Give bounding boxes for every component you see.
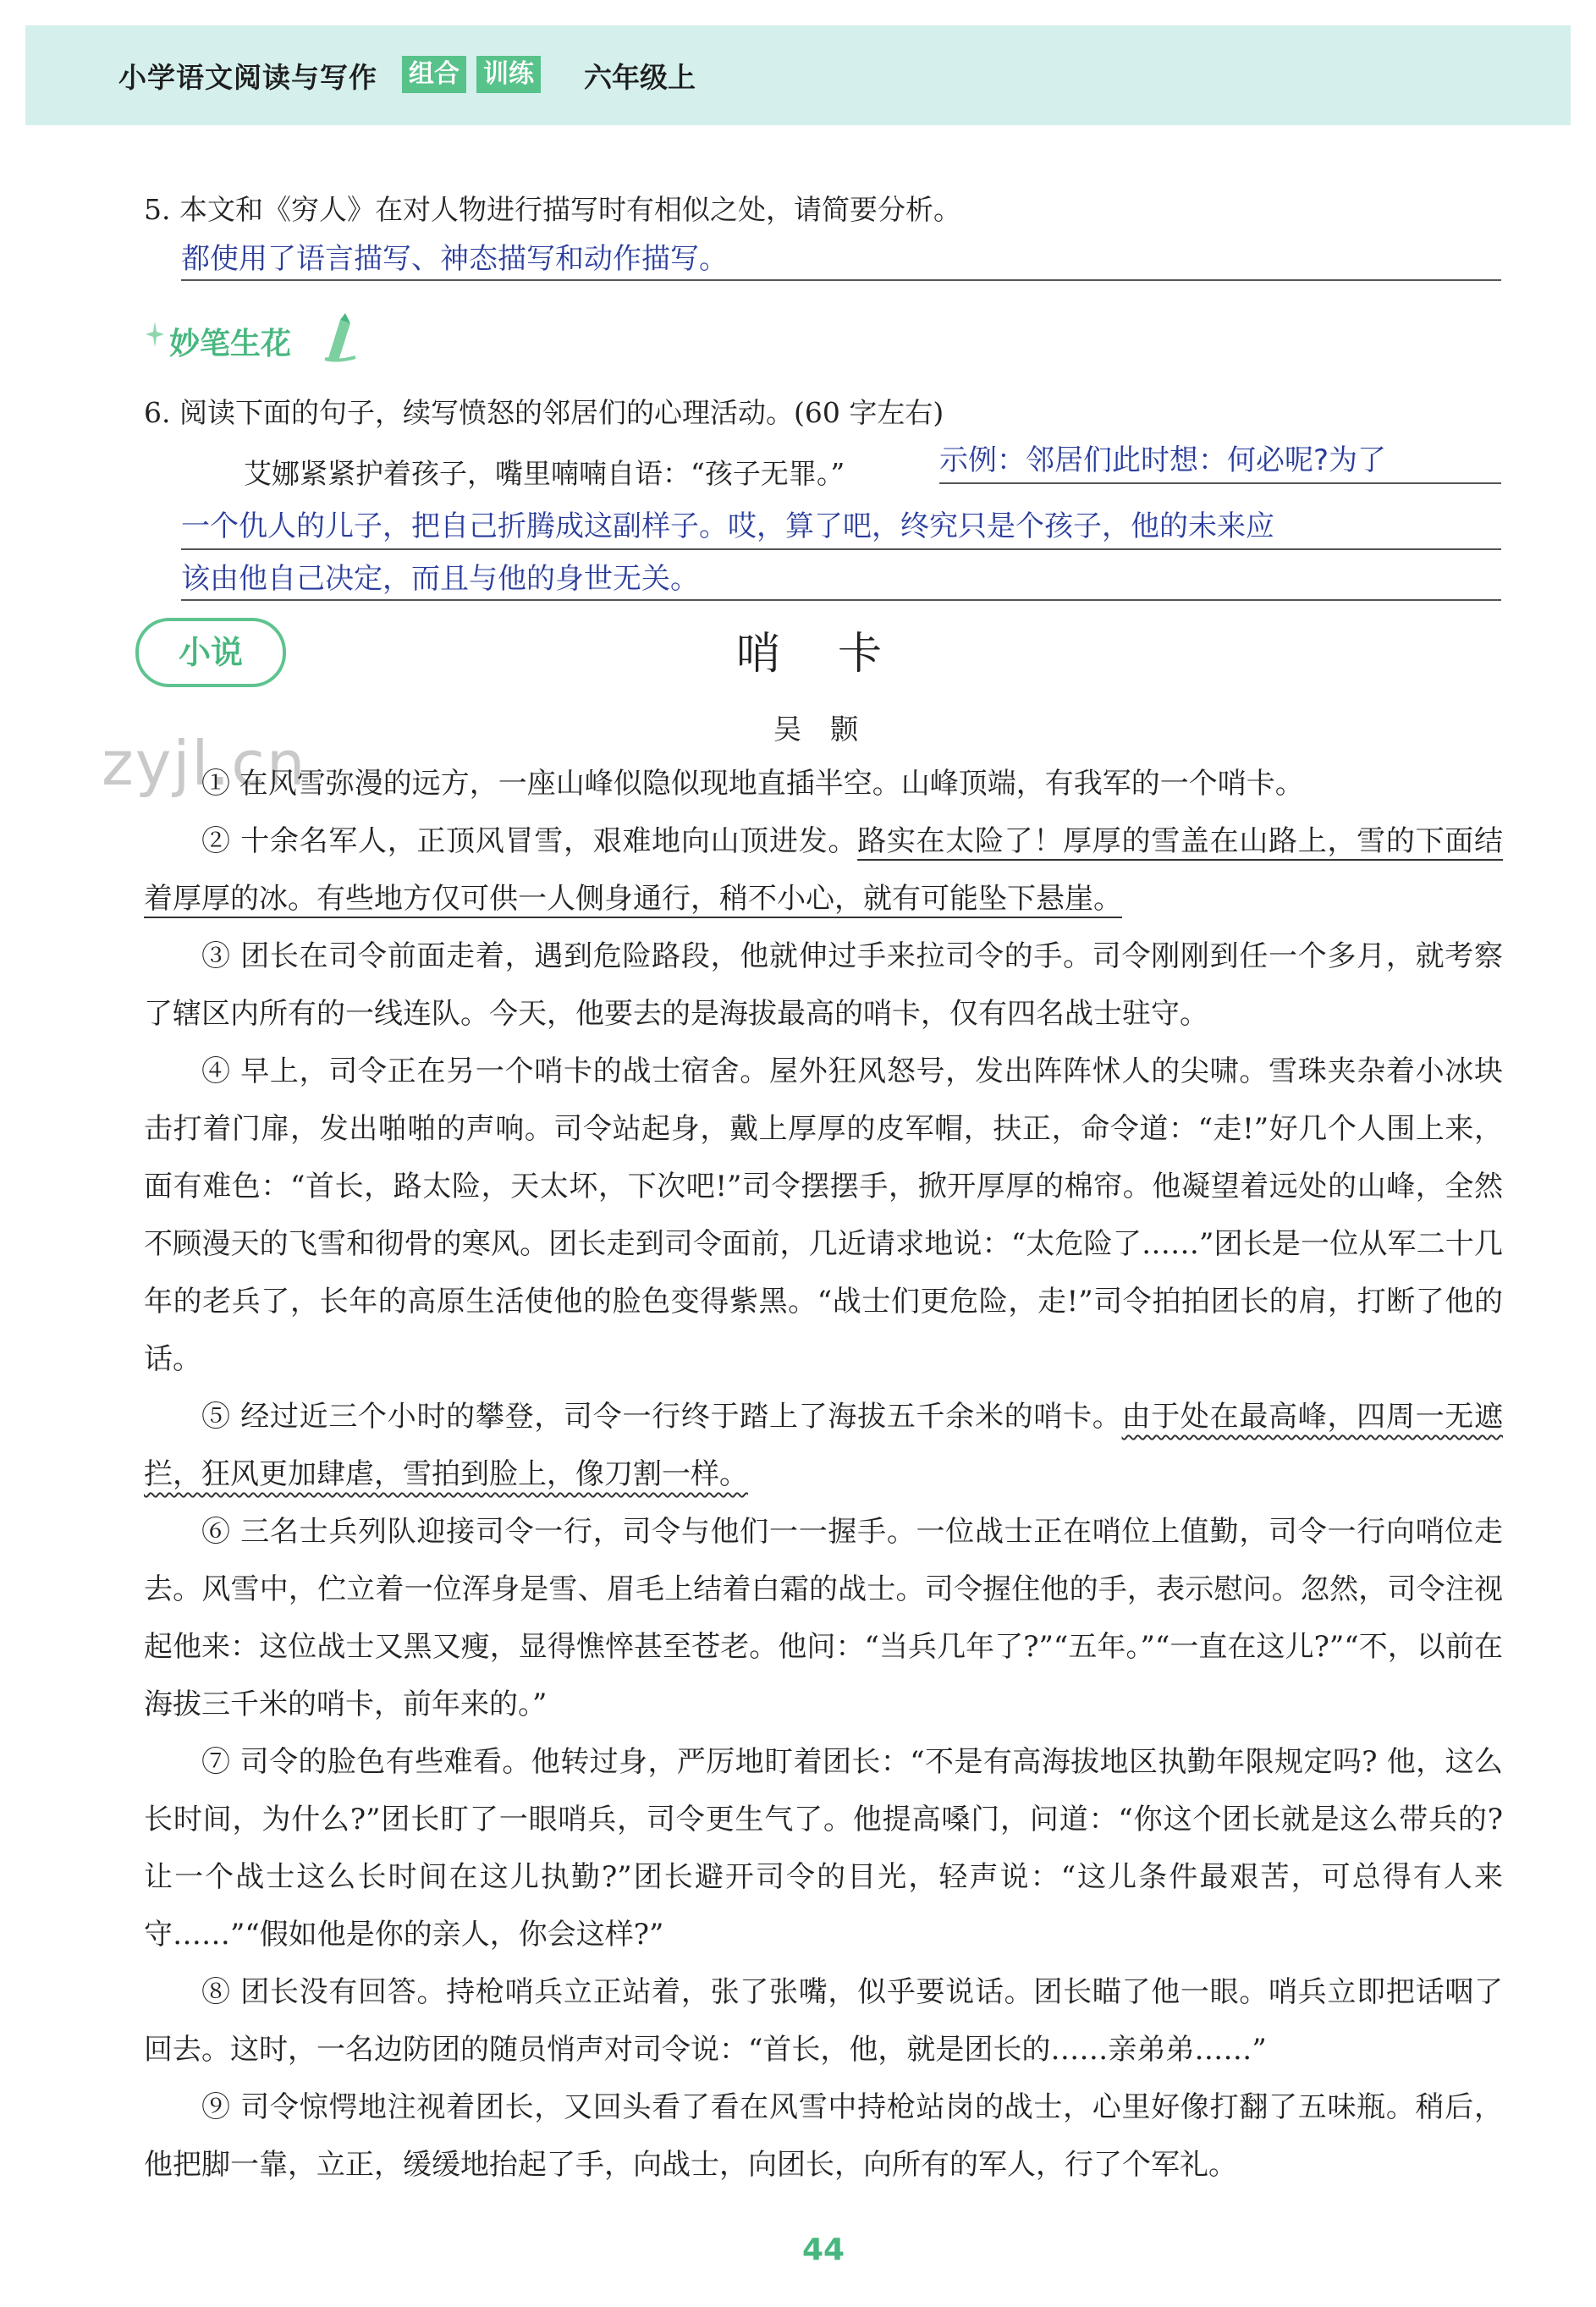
answer-6-line1: 示例：邻居们此时想：何必呢?为了 — [939, 443, 1387, 477]
grade-label: 六年级上 — [584, 61, 696, 94]
paragraph-1: ① 在风雪弥漫的远方，一座山峰似隐似现地直插半空。山峰顶端，有我军的一个哨卡。 — [201, 767, 1304, 801]
paragraph-3: ③ 团长在司令前面走着，遇到危险路段，他就伸过手来拉司令的手。司令刚刚到任一个多月，就考察了辖区内所有的一线连队。今天，他要去的是海拔最高的哨卡，仅有四名战士驻守。 — [144, 939, 1503, 1031]
paragraph-7: ⑦ 司令的脸色有些难看。他转过身，严厉地盯着团长：“不是有高海拔地区执勤年限规定吗? 他，这么长时间，为什么?”团长盯了一眼哨兵，司令更生气了。他提高嗓门，问道：“你这个团长就是这么带兵的? 让一个战士这么长时间在这儿执勤?”团长避开司令的目光，轻声说：“这儿条件最艰苦，可总得有人来守……”“假如他是你的亲人，你会这样?” — [144, 1745, 1503, 1952]
answer-line — [181, 599, 1501, 601]
paragraph-9: ⑨ 司令惊愕地注视着团长，又回头看了看在风雪中持枪站岗的战士，心里好像打翻了五味瓶。稍后，他把脚一靠，立正，缓缓地抬起了手，向战士，向团长，向所有的军人，行了个军礼。 — [144, 2090, 1503, 2182]
paragraph-5-wavy-underlined: 由于处在最高峰，四周一无遮拦，狂风更加肆虐，雪拍到脸上，像刀割一样。 — [144, 1400, 1504, 1491]
story-author: 吴颢 — [773, 713, 887, 746]
section-writing-title: 妙笔生花 — [169, 327, 292, 361]
section-novel-badge: 小说 — [135, 618, 286, 687]
paragraph-2-text: ② 十余名军人，正顶风冒雪，艰难地向山顶进发。 — [201, 824, 858, 858]
paragraph-2-underlined: 路实在太险了！厚厚的雪盖在山路上，雪的下面结着厚厚的冰。有些地方仅可供一人侧身通行，稍不小心，就有可能坠下悬崖。 — [144, 824, 1503, 916]
question-5: 5. 本文和《穷人》在对人物进行描写时有相似之处，请简要分析。 — [144, 193, 961, 226]
story-title: 哨卡 — [736, 629, 940, 680]
paragraph-5 — [144, 1388, 1503, 1503]
answer-line — [181, 548, 1501, 550]
watermark-logo: zyjl.cn — [102, 728, 307, 799]
answer-6-line2: 一个仇人的儿子，把自己折腾成这副样子。哎，算了吧，终究只是个孩子，他的未来应 — [181, 509, 1274, 543]
paragraph-8: ⑧ 团长没有回答。持枪哨兵立正站着，张了张嘴，似乎要说话。团长瞄了他一眼。哨兵立即把话咽了回去。这时，一名边防团的随员悄声对司令说：“首长，他，就是团长的……亲弟弟……” — [144, 1975, 1503, 2067]
question-6: 6. 阅读下面的句子，续写愤怒的邻居们的心理活动。(60 字左右) — [144, 396, 944, 429]
paragraph-5-text: ⑤ 经过近三个小时的攀登，司令一行终于踏上了海拔五千余米的哨卡。 — [201, 1400, 1122, 1434]
tag-training: 训练 — [476, 56, 541, 93]
answer-6-line3: 该由他自己决定，而且与他的身世无关。 — [181, 562, 699, 596]
question-6-prompt: 艾娜紧紧护着孩子，嘴里喃喃自语：“孩子无罪。” — [244, 457, 845, 490]
pen-icon — [322, 311, 364, 362]
tag-combo: 组合 — [402, 56, 466, 93]
sparkle-icon — [146, 322, 164, 347]
paragraph-2 — [144, 812, 1503, 928]
book-title: 小学语文阅读与写作 — [118, 61, 377, 94]
paragraph-4: ④ 早上，司令正在另一个哨卡的战士宿舍。屋外狂风怒号，发出阵阵怵人的尖啸。雪珠夹杂着小冰块击打着门扉，发出啪啪的声响。司令站起身，戴上厚厚的皮军帽，扶正，命令道：“走!”好几个人围上来，面有难色：“首长，路太险，天太坏，下次吧!”司令摆摆手，掀开厚厚的棉帘。他凝望着远处的山峰，全然不顾漫天的飞雪和彻骨的寒风。团长走到司令面前，几近请求地说：“太危险了……”团长是一位从军二十几年的老兵了，长年的高原生活使他的脸色变得紫黑。“战士们更危险，走!”司令拍拍团长的肩，打断了他的话。 — [144, 1054, 1503, 1376]
paragraph-6: ⑥ 三名士兵列队迎接司令一行，司令与他们一一握手。一位战士正在哨位上值勤，司令一行向哨位走去。风雪中，伫立着一位浑身是雪、眉毛上结着白霜的战士。司令握住他的手，表示慰问。忽然，司令注视起他来：这位战士又黑又瘦，显得憔悴甚至苍老。他问：“当兵几年了?”“五年。”“一直在这儿?”“不，以前在海拔三千米的哨卡，前年来的。” — [144, 1515, 1503, 1721]
answer-line — [939, 482, 1501, 484]
answer-5: 都使用了语言描写、神态描写和动作描写。 — [181, 242, 728, 276]
page-number: 44 — [801, 2233, 845, 2267]
answer-line — [181, 279, 1501, 281]
